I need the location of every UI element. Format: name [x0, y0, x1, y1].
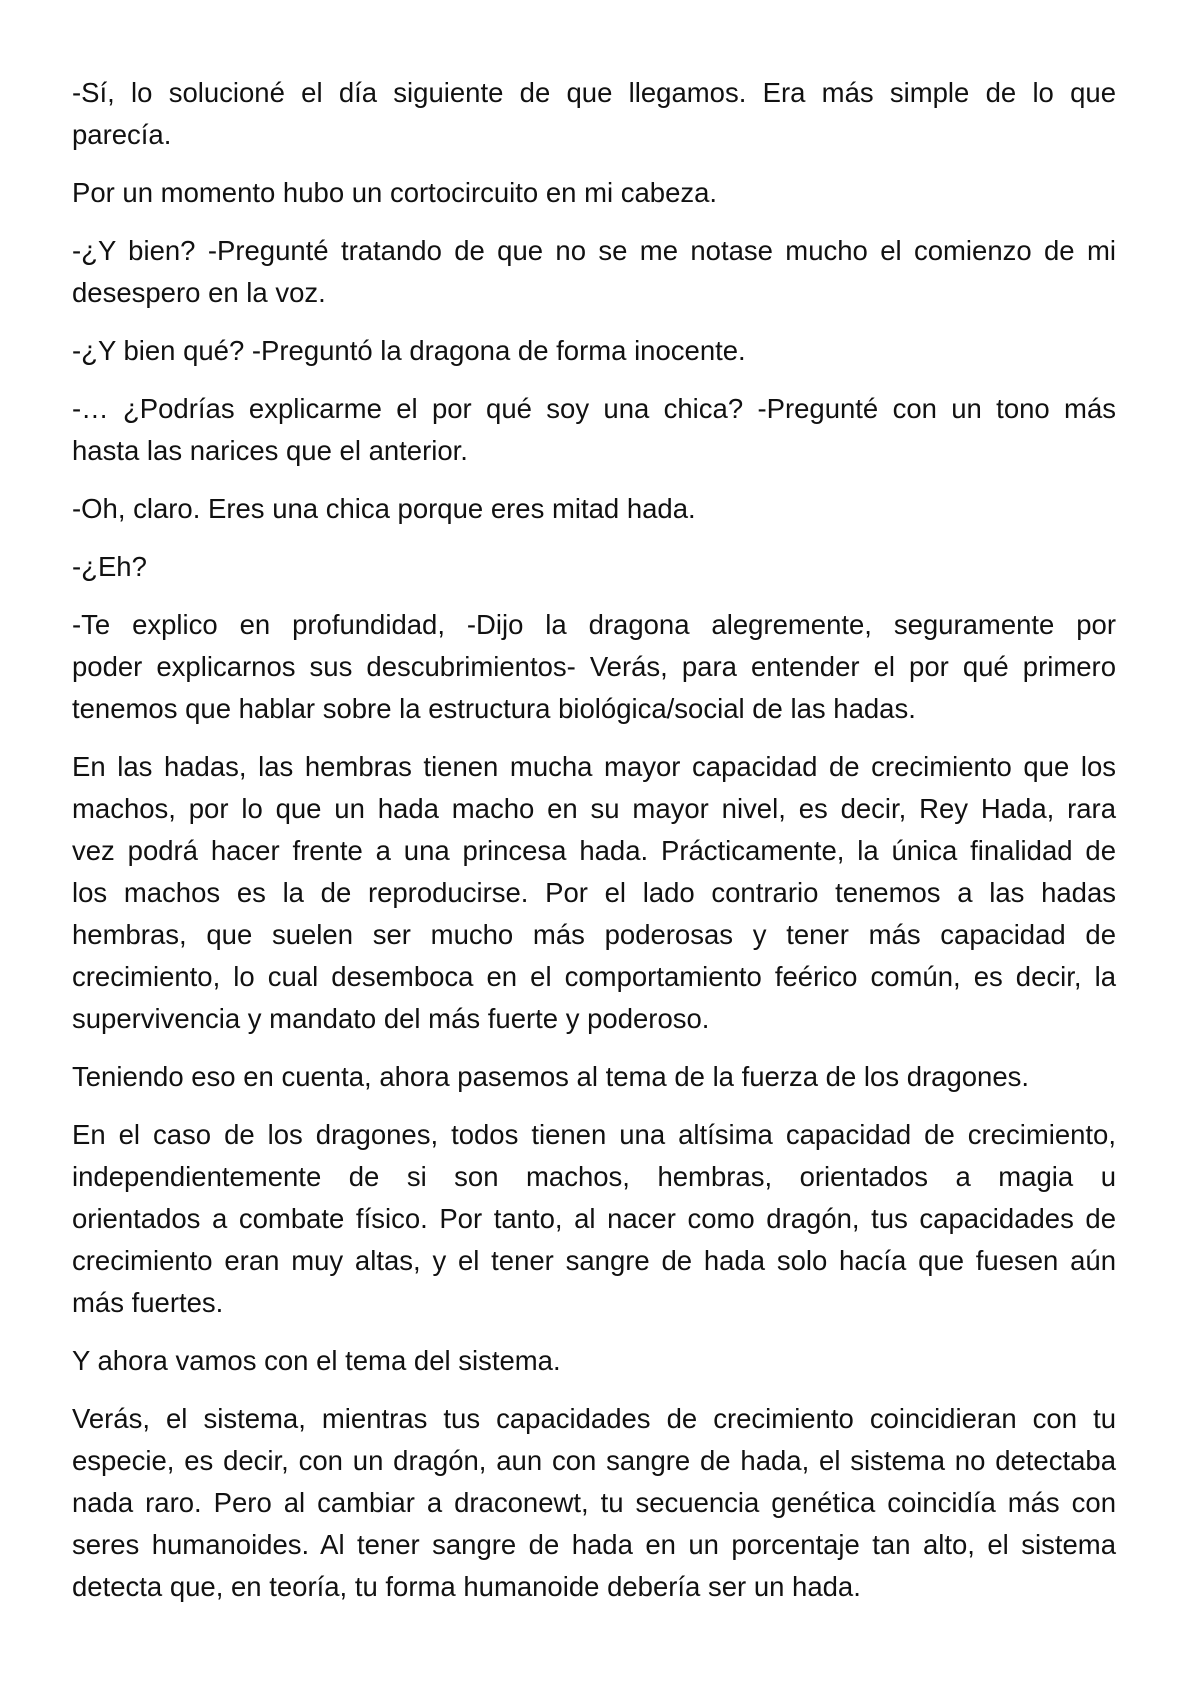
text-line: Por un momento hubo un cortocircuito en mi cabeza. [72, 177, 718, 208]
text-line: machos, por lo que un hada macho en su mayor nivel, es decir, Rey Hada, rara [72, 793, 1116, 824]
paragraph [72, 1398, 1116, 1608]
text-line: -Te explico en profundidad, -Dijo la dragona alegremente, seguramente por [72, 609, 1116, 640]
paragraph [72, 72, 1116, 156]
paragraph [72, 546, 1116, 588]
paragraph [72, 1340, 1116, 1382]
text-line: crecimiento eran muy altas, y el tener sangre de hada solo hacía que fuesen aún [72, 1245, 1116, 1276]
text-line: poder explicarnos sus descubrimientos- Verás, para entender el por qué primero [72, 651, 1116, 682]
text-line: -Sí, lo solucioné el día siguiente de que llegamos. Era más simple de lo que [72, 77, 1116, 108]
text-line: En las hadas, las hembras tienen mucha mayor capacidad de crecimiento que los [72, 751, 1116, 782]
text-line: tenemos que hablar sobre la estructura biológica/social de las hadas. [72, 693, 916, 724]
paragraph [72, 488, 1116, 530]
text-line: los machos es la de reproducirse. Por el lado contrario tenemos a las hadas [72, 877, 1116, 908]
text-line: -¿Y bien qué? -Preguntó la dragona de forma inocente. [72, 335, 746, 366]
text-line: Y ahora vamos con el tema del sistema. [72, 1345, 561, 1376]
text-line: vez podrá hacer frente a una princesa hada. Prácticamente, la única finalidad de [72, 835, 1116, 866]
text-line: independientemente de si son machos, hembras, orientados a magia u [72, 1161, 1116, 1192]
text-line: En el caso de los dragones, todos tienen una altísima capacidad de crecimiento, [72, 1119, 1116, 1150]
text-line: orientados a combate físico. Por tanto, al nacer como dragón, tus capacidades de [72, 1203, 1116, 1234]
text-line: especie, es decir, con un dragón, aun con sangre de hada, el sistema no detectaba [72, 1445, 1116, 1476]
paragraph [72, 746, 1116, 1040]
text-line: supervivencia y mandato del más fuerte y poderoso. [72, 1003, 710, 1034]
paragraph [72, 230, 1116, 314]
paragraph [72, 172, 1116, 214]
text-line: seres humanoides. Al tener sangre de hada en un porcentaje tan alto, el sistema [72, 1529, 1116, 1560]
text-line: Verás, el sistema, mientras tus capacidades de crecimiento coincidieran con tu [72, 1403, 1116, 1434]
text-line: -Oh, claro. Eres una chica porque eres mitad hada. [72, 493, 696, 524]
text-line: -¿Y bien? -Pregunté tratando de que no se me notase mucho el comienzo de mi [72, 235, 1116, 266]
text-line: hembras, que suelen ser mucho más poderosas y tener más capacidad de [72, 919, 1116, 950]
text-line: parecía. [72, 119, 172, 150]
paragraph [72, 1056, 1116, 1098]
text-line: Teniendo eso en cuenta, ahora pasemos al tema de la fuerza de los dragones. [72, 1061, 1030, 1092]
paragraph [72, 388, 1116, 472]
paragraph [72, 330, 1116, 372]
text-line: más fuertes. [72, 1287, 224, 1318]
text-line: crecimiento, lo cual desemboca en el comportamiento feérico común, es decir, la [72, 961, 1116, 992]
text-line: detecta que, en teoría, tu forma humanoide debería ser un hada. [72, 1571, 861, 1602]
text-line: desespero en la voz. [72, 277, 326, 308]
paragraph [72, 1114, 1116, 1324]
text-line: nada raro. Pero al cambiar a draconewt, tu secuencia genética coincidía más con [72, 1487, 1116, 1518]
paragraph [72, 604, 1116, 730]
text-line: -… ¿Podrías explicarme el por qué soy una chica? -Pregunté con un tono más [72, 393, 1116, 424]
text-line: -¿Eh? [72, 551, 147, 582]
text-line: hasta las narices que el anterior. [72, 435, 468, 466]
